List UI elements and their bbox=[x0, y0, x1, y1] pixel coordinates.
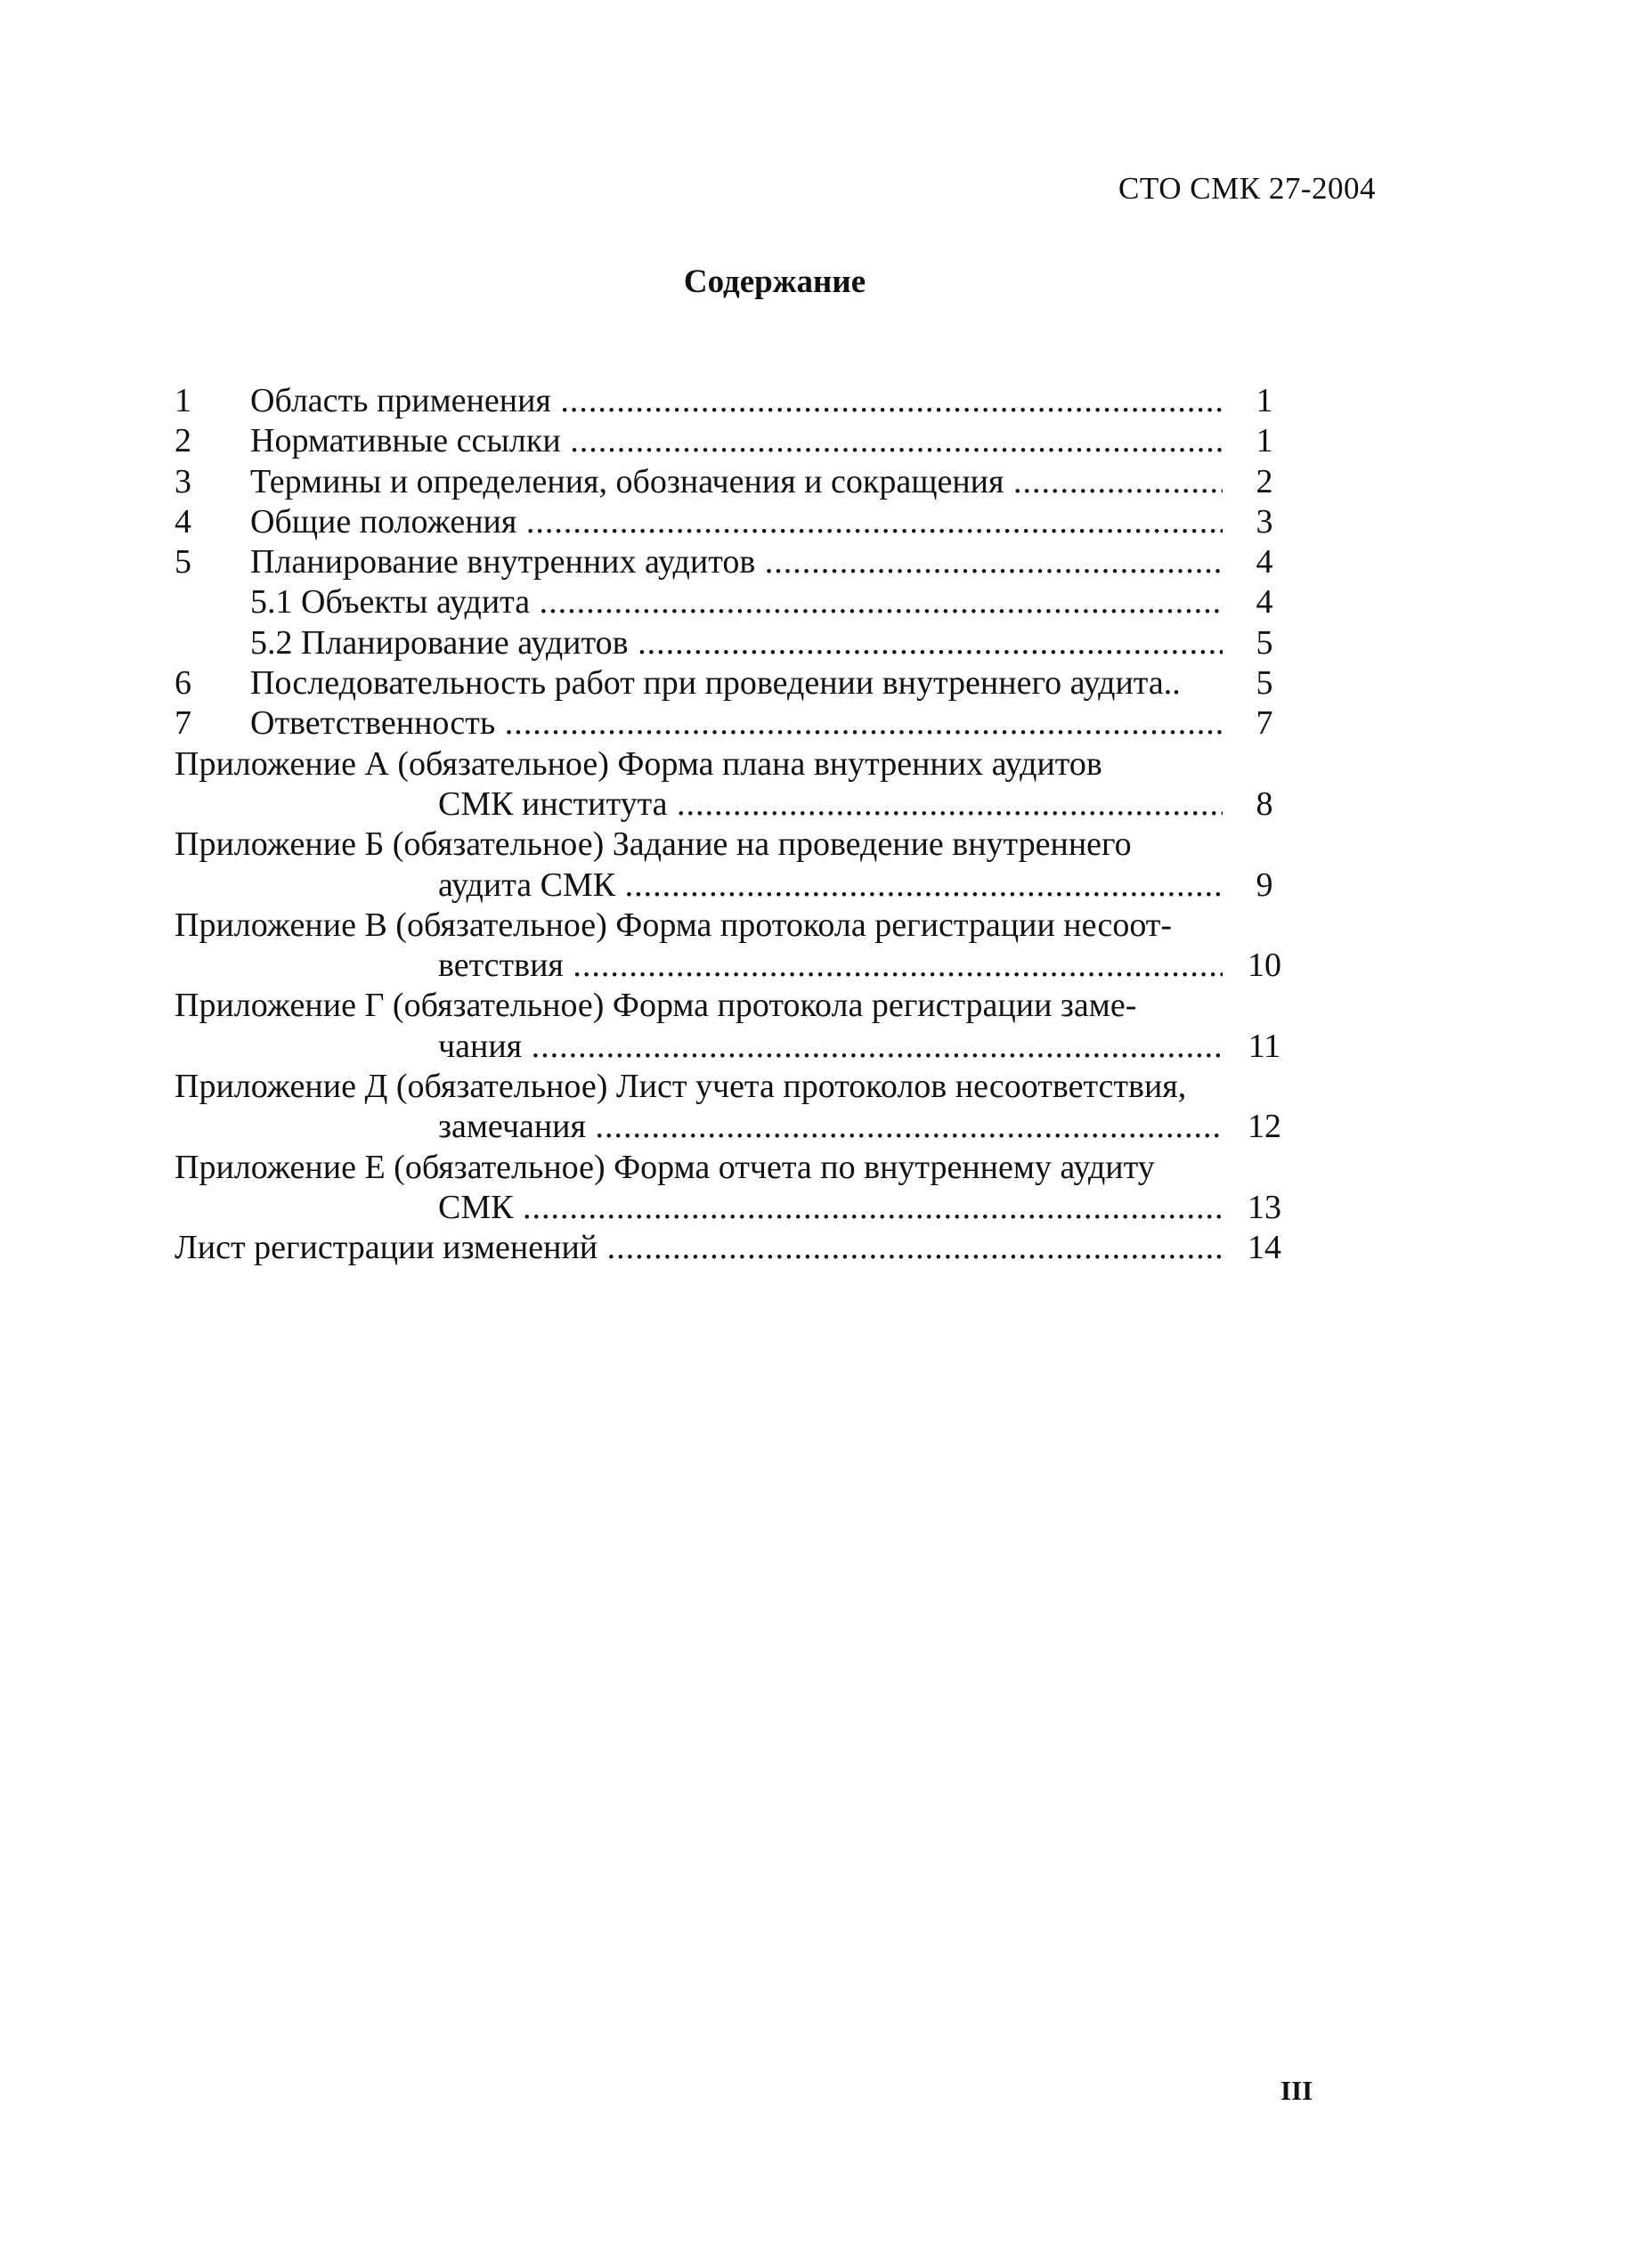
toc-appendix-v-line2 bbox=[175, 946, 1305, 986]
toc-entry-text: Область применения ..... bbox=[250, 381, 1223, 421]
toc-appendix-text: чания ..... bbox=[438, 1027, 1223, 1067]
toc-entry-number: 5 bbox=[175, 543, 191, 581]
toc-appendix-text: Приложение В (обязательное) Форма протокола регистрации несоот- bbox=[175, 906, 1173, 944]
toc-entry-number: 6 bbox=[175, 664, 191, 703]
toc-entry-1 bbox=[175, 381, 1305, 421]
table-of-contents bbox=[175, 381, 1305, 1269]
toc-appendix-text: Приложение Б (обязательное) Задание на проведение внутреннего bbox=[175, 825, 1132, 864]
toc-entry-page: 1 bbox=[1256, 422, 1273, 460]
toc-entry-4 bbox=[175, 502, 1305, 542]
toc-appendix-g-line2 bbox=[175, 1027, 1305, 1067]
toc-appendix-text: СМК института ..... bbox=[438, 784, 1223, 825]
toc-entry-text: Нормативные ссылки ..... bbox=[250, 421, 1223, 461]
toc-entry-7 bbox=[175, 703, 1305, 744]
toc-appendix-text: аудита СМК ..... bbox=[438, 866, 1223, 906]
toc-entry-5-2 bbox=[175, 623, 1305, 663]
toc-entry-text: Последовательность работ при проведении внутреннего аудита.. bbox=[250, 664, 1181, 703]
toc-entry-number: 2 bbox=[175, 422, 191, 460]
toc-entry-2 bbox=[175, 421, 1305, 461]
toc-change-log-text: Лист регистрации изменений ..... bbox=[175, 1228, 1223, 1268]
toc-entry-6 bbox=[175, 663, 1305, 703]
toc-appendix-text: замечания ..... bbox=[438, 1107, 1223, 1147]
toc-appendix-g-line1 bbox=[175, 986, 1305, 1026]
toc-entry-3 bbox=[175, 462, 1305, 502]
toc-entry-text: Планирование внутренних аудитов ..... bbox=[250, 542, 1223, 582]
toc-appendix-b-line1 bbox=[175, 825, 1305, 865]
toc-entry-page: 5 bbox=[1256, 623, 1273, 662]
toc-appendix-text: Приложение Г (обязательное) Форма протокола регистрации заме- bbox=[175, 987, 1137, 1025]
page-title: Содержание bbox=[683, 264, 866, 300]
toc-appendix-text: Приложение Е (обязательное) Форма отчета по внутреннему аудиту bbox=[175, 1148, 1155, 1186]
toc-appendix-a-line1 bbox=[175, 744, 1305, 784]
toc-entry-page: 13 bbox=[1248, 1188, 1281, 1226]
toc-appendix-b-line2 bbox=[175, 866, 1305, 906]
toc-entry-page: 8 bbox=[1256, 784, 1273, 823]
toc-entry-page: 12 bbox=[1248, 1108, 1281, 1146]
toc-entry-page: 11 bbox=[1248, 1027, 1281, 1065]
toc-entry-text: Термины и определения, обозначения и сокращения ..... bbox=[250, 462, 1223, 502]
toc-entry-page: 2 bbox=[1256, 462, 1273, 500]
toc-appendix-e-line1 bbox=[175, 1148, 1305, 1188]
toc-entry-text: 5.1 Объекты аудита ..... bbox=[250, 582, 1223, 622]
toc-entry-page: 4 bbox=[1256, 543, 1273, 581]
toc-entry-5 bbox=[175, 542, 1305, 582]
toc-entry-page: 3 bbox=[1256, 502, 1273, 541]
toc-entry-page: 10 bbox=[1248, 947, 1281, 985]
toc-entry-text: Общие положения ..... bbox=[250, 502, 1223, 542]
document-code: СТО СМК 27-2004 bbox=[1118, 171, 1376, 206]
toc-entry-number: 3 bbox=[175, 462, 191, 500]
toc-change-log bbox=[175, 1228, 1305, 1268]
toc-entry-page: 14 bbox=[1248, 1229, 1281, 1267]
toc-appendix-text: Приложение А (обязательное) Форма плана внутренних аудитов bbox=[175, 744, 1102, 783]
toc-entry-page: 9 bbox=[1256, 866, 1273, 904]
toc-appendix-a-line2 bbox=[175, 784, 1305, 825]
toc-entry-page: 5 bbox=[1256, 664, 1273, 703]
toc-entry-page: 4 bbox=[1256, 583, 1273, 622]
toc-entry-number: 4 bbox=[175, 502, 191, 541]
toc-entry-page: 1 bbox=[1256, 382, 1273, 419]
toc-appendix-e-line2 bbox=[175, 1188, 1305, 1228]
toc-entry-text: Ответственность ..... bbox=[250, 703, 1223, 744]
toc-entry-page: 7 bbox=[1256, 704, 1273, 743]
toc-appendix-text: Приложение Д (обязательное) Лист учета протоколов несоответствия, bbox=[175, 1068, 1187, 1106]
toc-entry-number: 1 bbox=[175, 382, 191, 419]
toc-appendix-v-line1 bbox=[175, 906, 1305, 946]
toc-appendix-d-line1 bbox=[175, 1067, 1305, 1107]
toc-appendix-d-line2 bbox=[175, 1107, 1305, 1147]
toc-entry-number: 7 bbox=[175, 704, 191, 743]
toc-entry-5-1 bbox=[175, 582, 1305, 622]
toc-appendix-text: СМК ..... bbox=[438, 1188, 1223, 1228]
toc-appendix-text: ветствия ..... bbox=[438, 946, 1223, 986]
toc-entry-text: 5.2 Планирование аудитов ..... bbox=[250, 623, 1223, 663]
page-number: III bbox=[1280, 2075, 1313, 2106]
